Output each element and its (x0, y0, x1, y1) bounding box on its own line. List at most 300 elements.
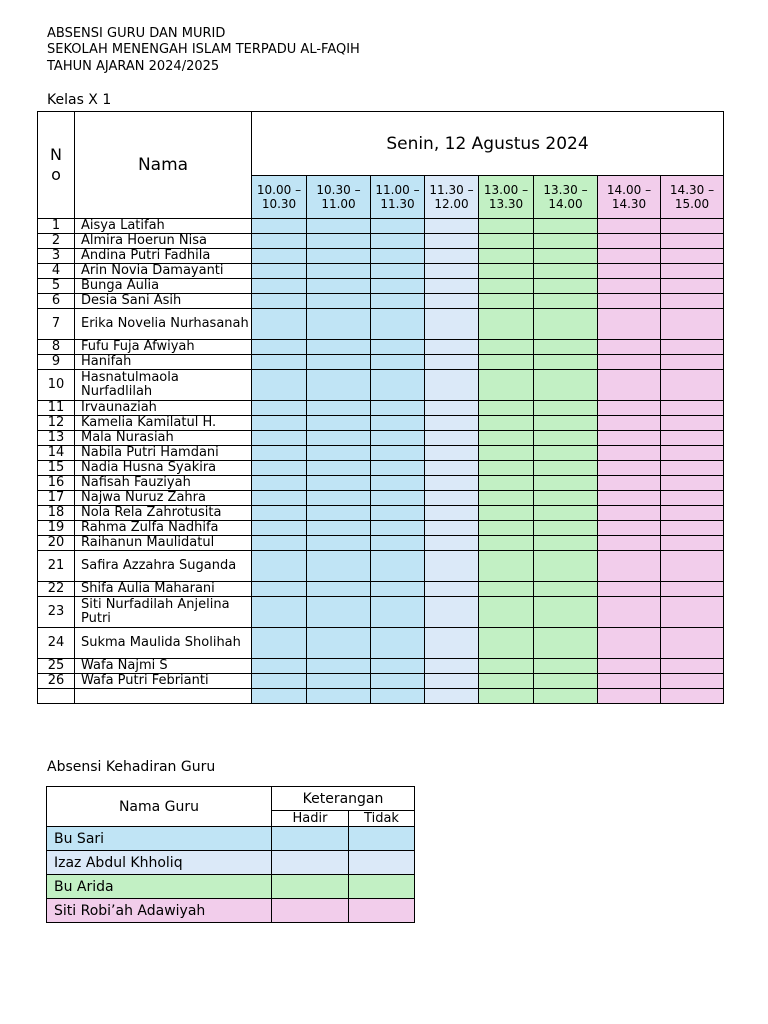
student-name: Nadia Husna Syakira (75, 461, 252, 476)
attendance-cell[interactable] (661, 628, 724, 659)
attendance-cell[interactable] (252, 689, 307, 704)
attendance-cell[interactable] (371, 446, 425, 461)
attendance-cell[interactable] (479, 674, 534, 689)
attendance-cell[interactable] (252, 536, 307, 551)
attendance-cell[interactable] (371, 551, 425, 582)
time-slot-header: 10.00 – 10.30 (252, 176, 307, 219)
attendance-cell[interactable] (598, 431, 661, 446)
table-row (38, 674, 724, 689)
teacher-attendance-table (46, 786, 415, 923)
attendance-cell[interactable] (661, 521, 724, 536)
no-header: No (38, 112, 75, 219)
student-name: Safira Azzahra Suganda (75, 551, 252, 582)
attendance-cell[interactable] (425, 582, 479, 597)
attendance-cell[interactable] (425, 416, 479, 431)
table-row (38, 355, 724, 370)
attendance-cell[interactable] (307, 294, 371, 309)
attendance-cell[interactable] (307, 461, 371, 476)
table-row (38, 551, 724, 582)
table-row (38, 401, 724, 416)
student-number: 22 (38, 582, 75, 597)
attendance-cell[interactable] (307, 340, 371, 355)
attendance-cell[interactable] (598, 309, 661, 340)
attendance-cell[interactable] (307, 416, 371, 431)
attendance-cell[interactable] (661, 536, 724, 551)
attendance-cell[interactable] (425, 536, 479, 551)
attendance-cell[interactable] (598, 628, 661, 659)
attendance-cell[interactable] (252, 597, 307, 628)
attendance-cell[interactable] (307, 370, 371, 401)
attendance-cell[interactable] (661, 476, 724, 491)
class-label: Kelas X 1 (47, 92, 112, 108)
attendance-cell[interactable] (479, 370, 534, 401)
attendance-cell[interactable] (534, 628, 598, 659)
table-row (38, 689, 724, 704)
attendance-cell[interactable] (371, 234, 425, 249)
attendance-cell[interactable] (598, 551, 661, 582)
attendance-cell[interactable] (534, 689, 598, 704)
attendance-cell[interactable] (598, 340, 661, 355)
attendance-cell[interactable] (307, 219, 371, 234)
attendance-cell[interactable] (252, 461, 307, 476)
attendance-cell[interactable] (479, 431, 534, 446)
student-number: 11 (38, 401, 75, 416)
attendance-cell[interactable] (371, 279, 425, 294)
attendance-cell[interactable] (425, 689, 479, 704)
attendance-cell[interactable] (371, 689, 425, 704)
student-number: 19 (38, 521, 75, 536)
attendance-cell[interactable] (252, 219, 307, 234)
attendance-cell[interactable] (479, 401, 534, 416)
student-name: Wafa Najmi S (75, 659, 252, 674)
attendance-cell[interactable] (371, 309, 425, 340)
attendance-cell[interactable] (534, 674, 598, 689)
attendance-cell[interactable] (307, 628, 371, 659)
student-name: Andina Putri Fadhila (75, 249, 252, 264)
attendance-cell[interactable] (598, 355, 661, 370)
table-row (38, 476, 724, 491)
table-row (38, 597, 724, 628)
attendance-cell[interactable] (479, 491, 534, 506)
attendance-cell[interactable] (252, 659, 307, 674)
attendance-cell[interactable] (479, 506, 534, 521)
table-row (38, 491, 724, 506)
attendance-cell[interactable] (425, 674, 479, 689)
teacher-name: Bu Arida (47, 875, 272, 899)
attendance-cell[interactable] (252, 446, 307, 461)
table-row (38, 659, 724, 674)
attendance-cell[interactable] (307, 491, 371, 506)
attendance-cell[interactable] (371, 521, 425, 536)
attendance-cell[interactable] (534, 431, 598, 446)
attendance-cell[interactable] (371, 401, 425, 416)
attendance-cell[interactable] (307, 234, 371, 249)
time-slot-header: 14.30 – 15.00 (661, 176, 724, 219)
student-number: 20 (38, 536, 75, 551)
attendance-cell[interactable] (534, 659, 598, 674)
attendance-cell[interactable] (534, 597, 598, 628)
attendance-cell[interactable] (307, 506, 371, 521)
student-name: Sukma Maulida Sholihah (75, 628, 252, 659)
attendance-cell[interactable] (425, 234, 479, 249)
attendance-cell[interactable] (252, 476, 307, 491)
student-number: 23 (38, 597, 75, 628)
attendance-cell[interactable] (661, 355, 724, 370)
attendance-cell[interactable] (425, 551, 479, 582)
attendance-cell[interactable] (425, 219, 479, 234)
attendance-cell[interactable] (661, 234, 724, 249)
attendance-cell[interactable] (425, 264, 479, 279)
attendance-cell[interactable] (307, 355, 371, 370)
attendance-cell[interactable] (534, 446, 598, 461)
student-name: Bunga Aulia (75, 279, 252, 294)
attendance-cell[interactable] (598, 416, 661, 431)
attendance-cell[interactable] (307, 249, 371, 264)
attendance-cell[interactable] (425, 597, 479, 628)
attendance-cell[interactable] (425, 309, 479, 340)
attendance-cell[interactable] (425, 340, 479, 355)
table-row (38, 264, 724, 279)
attendance-cell[interactable] (479, 416, 534, 431)
attendance-cell[interactable] (534, 476, 598, 491)
attendance-cell[interactable] (252, 521, 307, 536)
attendance-cell[interactable] (661, 659, 724, 674)
attendance-cell[interactable] (479, 461, 534, 476)
attendance-cell[interactable] (252, 401, 307, 416)
attendance-cell[interactable] (534, 370, 598, 401)
attendance-cell[interactable] (479, 234, 534, 249)
attendance-cell[interactable] (479, 279, 534, 294)
attendance-cell[interactable] (371, 294, 425, 309)
student-name (75, 689, 252, 704)
attendance-cell[interactable] (252, 309, 307, 340)
attendance-cell[interactable] (598, 491, 661, 506)
attendance-cell[interactable] (598, 506, 661, 521)
attendance-cell[interactable] (534, 461, 598, 476)
attendance-cell[interactable] (425, 401, 479, 416)
attendance-cell[interactable] (661, 249, 724, 264)
table-row (38, 309, 724, 340)
attendance-cell[interactable] (479, 249, 534, 264)
attendance-cell[interactable] (252, 431, 307, 446)
attendance-cell[interactable] (371, 461, 425, 476)
attendance-cell[interactable] (534, 401, 598, 416)
student-name: Kamelia Kamilatul H. (75, 416, 252, 431)
attendance-cell[interactable] (598, 674, 661, 689)
attendance-cell[interactable] (371, 219, 425, 234)
attendance-cell[interactable] (598, 521, 661, 536)
attendance-cell[interactable] (598, 659, 661, 674)
attendance-cell[interactable] (371, 582, 425, 597)
attendance-cell[interactable] (307, 309, 371, 340)
attendance-cell[interactable] (534, 309, 598, 340)
tidak-cell[interactable] (349, 827, 415, 851)
attendance-cell[interactable] (661, 597, 724, 628)
attendance-cell[interactable] (479, 597, 534, 628)
attendance-cell[interactable] (371, 659, 425, 674)
attendance-cell[interactable] (307, 521, 371, 536)
attendance-cell[interactable] (371, 506, 425, 521)
table-row (38, 431, 724, 446)
table-row (38, 628, 724, 659)
tidak-cell[interactable] (349, 875, 415, 899)
attendance-cell[interactable] (534, 582, 598, 597)
attendance-cell[interactable] (425, 446, 479, 461)
student-name: Almira Hoerun Nisa (75, 234, 252, 249)
attendance-cell[interactable] (307, 401, 371, 416)
attendance-cell[interactable] (425, 431, 479, 446)
tidak-cell[interactable] (349, 851, 415, 875)
student-name: Mala Nurasiah (75, 431, 252, 446)
attendance-cell[interactable] (307, 674, 371, 689)
attendance-cell[interactable] (425, 521, 479, 536)
attendance-cell[interactable] (425, 659, 479, 674)
attendance-cell[interactable] (371, 491, 425, 506)
attendance-cell[interactable] (598, 689, 661, 704)
attendance-cell[interactable] (661, 689, 724, 704)
time-slot-header: 10.30 – 11.00 (307, 176, 371, 219)
attendance-cell[interactable] (425, 279, 479, 294)
attendance-cell[interactable] (661, 491, 724, 506)
attendance-cell[interactable] (371, 597, 425, 628)
attendance-cell[interactable] (479, 536, 534, 551)
attendance-cell[interactable] (371, 355, 425, 370)
attendance-cell[interactable] (425, 370, 479, 401)
attendance-cell[interactable] (252, 506, 307, 521)
attendance-cell[interactable] (598, 294, 661, 309)
attendance-cell[interactable] (661, 219, 724, 234)
attendance-cell[interactable] (307, 659, 371, 674)
attendance-cell[interactable] (479, 309, 534, 340)
student-name: Nafisah Fauziyah (75, 476, 252, 491)
attendance-cell[interactable] (252, 416, 307, 431)
attendance-cell[interactable] (534, 219, 598, 234)
attendance-cell[interactable] (479, 689, 534, 704)
attendance-cell[interactable] (598, 279, 661, 294)
student-name: Raihanun Maulidatul (75, 536, 252, 551)
attendance-cell[interactable] (534, 536, 598, 551)
attendance-cell[interactable] (598, 264, 661, 279)
attendance-cell[interactable] (425, 628, 479, 659)
attendance-cell[interactable] (479, 219, 534, 234)
attendance-cell[interactable] (598, 461, 661, 476)
attendance-cell[interactable] (425, 355, 479, 370)
attendance-cell[interactable] (661, 416, 724, 431)
attendance-cell[interactable] (425, 476, 479, 491)
attendance-cell[interactable] (661, 401, 724, 416)
attendance-cell[interactable] (371, 264, 425, 279)
table-row (38, 340, 724, 355)
attendance-cell[interactable] (252, 628, 307, 659)
student-number: 26 (38, 674, 75, 689)
student-number: 7 (38, 309, 75, 340)
attendance-cell[interactable] (534, 294, 598, 309)
attendance-cell[interactable] (661, 446, 724, 461)
attendance-cell[interactable] (479, 628, 534, 659)
attendance-cell[interactable] (371, 536, 425, 551)
doc-title-line2: SEKOLAH MENENGAH ISLAM TERPADU AL-FAQIH (47, 42, 360, 57)
student-number: 14 (38, 446, 75, 461)
attendance-cell[interactable] (307, 536, 371, 551)
attendance-cell[interactable] (598, 401, 661, 416)
attendance-cell[interactable] (661, 506, 724, 521)
attendance-cell[interactable] (371, 476, 425, 491)
attendance-cell[interactable] (371, 370, 425, 401)
tidak-cell[interactable] (349, 899, 415, 923)
attendance-table (37, 111, 724, 704)
student-name: Hanifah (75, 355, 252, 370)
attendance-cell[interactable] (307, 597, 371, 628)
attendance-cell[interactable] (252, 340, 307, 355)
attendance-cell[interactable] (598, 219, 661, 234)
student-name: Rahma Zulfa Nadhifa (75, 521, 252, 536)
teacher-row (47, 875, 415, 899)
attendance-cell[interactable] (371, 628, 425, 659)
attendance-cell[interactable] (252, 551, 307, 582)
attendance-cell[interactable] (661, 279, 724, 294)
attendance-cell[interactable] (534, 551, 598, 582)
attendance-cell[interactable] (661, 309, 724, 340)
teacher-name: Bu Sari (47, 827, 272, 851)
doc-title-line1: ABSENSI GURU DAN MURID (47, 26, 226, 41)
attendance-cell[interactable] (371, 431, 425, 446)
hadir-cell[interactable] (272, 899, 349, 923)
attendance-cell[interactable] (425, 249, 479, 264)
student-number: 6 (38, 294, 75, 309)
tidak-header: Tidak (349, 811, 415, 827)
attendance-cell[interactable] (252, 355, 307, 370)
table-row (38, 219, 724, 234)
attendance-cell[interactable] (425, 491, 479, 506)
attendance-cell[interactable] (598, 597, 661, 628)
attendance-cell[interactable] (534, 355, 598, 370)
attendance-cell[interactable] (252, 582, 307, 597)
attendance-cell[interactable] (252, 234, 307, 249)
attendance-cell[interactable] (425, 294, 479, 309)
attendance-cell[interactable] (479, 446, 534, 461)
attendance-cell[interactable] (371, 340, 425, 355)
time-slot-header: 13.30 – 14.00 (534, 176, 598, 219)
attendance-cell[interactable] (534, 249, 598, 264)
student-number: 13 (38, 431, 75, 446)
attendance-cell[interactable] (479, 264, 534, 279)
student-number: 18 (38, 506, 75, 521)
attendance-cell[interactable] (598, 536, 661, 551)
attendance-cell[interactable] (252, 370, 307, 401)
attendance-cell[interactable] (661, 370, 724, 401)
table-row (38, 536, 724, 551)
attendance-cell[interactable] (479, 551, 534, 582)
attendance-cell[interactable] (479, 659, 534, 674)
table-row (38, 446, 724, 461)
attendance-cell[interactable] (598, 234, 661, 249)
student-number: 9 (38, 355, 75, 370)
attendance-cell[interactable] (534, 506, 598, 521)
student-name: Nola Rela Zahrotusita (75, 506, 252, 521)
attendance-cell[interactable] (534, 340, 598, 355)
attendance-cell[interactable] (598, 446, 661, 461)
attendance-cell[interactable] (371, 249, 425, 264)
attendance-cell[interactable] (661, 551, 724, 582)
student-number: 1 (38, 219, 75, 234)
student-number: 10 (38, 370, 75, 401)
attendance-cell[interactable] (252, 279, 307, 294)
attendance-cell[interactable] (307, 689, 371, 704)
attendance-cell[interactable] (534, 234, 598, 249)
attendance-cell[interactable] (307, 476, 371, 491)
attendance-cell[interactable] (479, 476, 534, 491)
attendance-cell[interactable] (307, 431, 371, 446)
attendance-cell[interactable] (252, 294, 307, 309)
time-slot-header: 11.30 – 12.00 (425, 176, 479, 219)
teacher-row (47, 827, 415, 851)
attendance-cell[interactable] (661, 461, 724, 476)
attendance-cell[interactable] (534, 264, 598, 279)
attendance-cell[interactable] (534, 279, 598, 294)
attendance-cell[interactable] (307, 446, 371, 461)
attendance-cell[interactable] (661, 264, 724, 279)
guru-section-title: Absensi Kehadiran Guru (47, 759, 216, 775)
attendance-cell[interactable] (661, 431, 724, 446)
time-slot-header: 13.00 – 13.30 (479, 176, 534, 219)
student-name: Desia Sani Asih (75, 294, 252, 309)
attendance-cell[interactable] (479, 294, 534, 309)
table-row (38, 506, 724, 521)
attendance-cell[interactable] (598, 476, 661, 491)
student-name: Hasnatulmaola Nurfadlilah (75, 370, 252, 401)
attendance-cell[interactable] (534, 491, 598, 506)
hadir-header: Hadir (272, 811, 349, 827)
table-row (38, 370, 724, 401)
student-number: 12 (38, 416, 75, 431)
attendance-cell[interactable] (371, 674, 425, 689)
attendance-cell[interactable] (598, 582, 661, 597)
student-name: Shifa Aulia Maharani (75, 582, 252, 597)
hadir-cell[interactable] (272, 827, 349, 851)
guru-name-header: Nama Guru (47, 787, 272, 827)
attendance-cell[interactable] (598, 249, 661, 264)
attendance-cell[interactable] (661, 294, 724, 309)
attendance-cell[interactable] (661, 340, 724, 355)
attendance-cell[interactable] (307, 582, 371, 597)
attendance-cell[interactable] (252, 249, 307, 264)
date-header: Senin, 12 Agustus 2024 (252, 112, 724, 176)
table-row (38, 234, 724, 249)
attendance-cell[interactable] (534, 416, 598, 431)
attendance-cell[interactable] (252, 264, 307, 279)
attendance-cell[interactable] (479, 582, 534, 597)
hadir-cell[interactable] (272, 851, 349, 875)
attendance-cell[interactable] (252, 674, 307, 689)
attendance-cell[interactable] (252, 491, 307, 506)
attendance-cell[interactable] (661, 582, 724, 597)
doc-title-line3: TAHUN AJARAN 2024/2025 (47, 59, 220, 74)
student-number: 15 (38, 461, 75, 476)
attendance-cell[interactable] (307, 264, 371, 279)
attendance-cell[interactable] (425, 461, 479, 476)
attendance-cell[interactable] (371, 416, 425, 431)
attendance-cell[interactable] (479, 355, 534, 370)
attendance-cell[interactable] (425, 506, 479, 521)
attendance-cell[interactable] (307, 551, 371, 582)
attendance-cell[interactable] (307, 279, 371, 294)
attendance-cell[interactable] (479, 521, 534, 536)
attendance-cell[interactable] (534, 521, 598, 536)
attendance-cell[interactable] (661, 674, 724, 689)
hadir-cell[interactable] (272, 875, 349, 899)
attendance-cell[interactable] (598, 370, 661, 401)
attendance-cell[interactable] (479, 340, 534, 355)
